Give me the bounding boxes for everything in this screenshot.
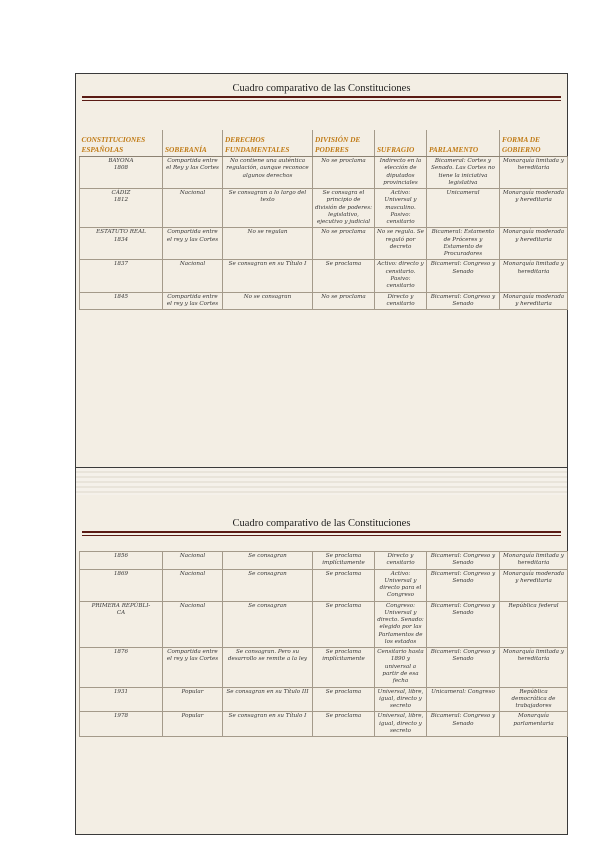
- cell-derechos: Se consagran: [223, 601, 313, 648]
- cell-constitucion: 1837: [80, 260, 163, 292]
- cell-soberania: Nacional: [163, 260, 223, 292]
- table-row: [80, 712, 568, 737]
- header-division-poderes: DIVISIÓN DE PODERES: [313, 130, 375, 157]
- cell-parlamento: Bicameral: Congreso y Senado: [427, 569, 500, 601]
- cell-sufragio: No se regula. Se reguló por decreto: [375, 228, 427, 260]
- document-page-1: [75, 73, 568, 468]
- page-gap: [75, 468, 568, 495]
- cell-forma-gobierno: Monarquía parlamentaria: [500, 712, 568, 737]
- cell-soberania: Compartida entre el Rey y las Cortes: [163, 157, 223, 189]
- cell-division-poderes: Se proclama: [313, 260, 375, 292]
- cell-derechos: Se consagran a lo largo del texto: [223, 189, 313, 228]
- cell-division-poderes: Se consagra el principio de división de poderes: legislativo, ejecutivo y judicial: [313, 189, 375, 228]
- cell-sufragio: Activo: Universal y directo para el Congreso: [375, 569, 427, 601]
- cell-parlamento: Bicameral: Congreso y Senado: [427, 601, 500, 648]
- cell-derechos: No se regulan: [223, 228, 313, 260]
- cell-parlamento: Bicameral: Congreso y Senado: [427, 292, 500, 310]
- table-row: [80, 569, 568, 601]
- table-row: [80, 648, 568, 687]
- header-sufragio: SUFRAGIO: [375, 130, 427, 157]
- table-row: [80, 260, 568, 292]
- cell-constitucion: 1978: [80, 712, 163, 737]
- page-title: Cuadro comparativo de las Constituciones: [232, 83, 411, 94]
- page-title: Cuadro comparativo de las Constituciones: [232, 518, 411, 529]
- cell-forma-gobierno: Monarquía moderada y hereditaria: [500, 189, 568, 228]
- cell-soberania: Nacional: [163, 552, 223, 570]
- header-parlamento: PARLAMENTO: [427, 130, 500, 157]
- cell-constitucion: 1869: [80, 569, 163, 601]
- cell-derechos: Se consagran: [223, 552, 313, 570]
- cell-sufragio: Activo: directo y censitario. Pasivo: censitario: [375, 260, 427, 292]
- cell-constitucion: BAYONA 1808: [80, 157, 163, 189]
- table-row: [80, 292, 568, 310]
- title-divider: [82, 96, 561, 101]
- cell-sufragio: Universal, libre, igual, directo y secreto: [375, 712, 427, 737]
- cell-forma-gobierno: República federal: [500, 601, 568, 648]
- cell-parlamento: Unicameral: Congreso: [427, 687, 500, 712]
- cell-soberania: Compartida entre el rey y las Cortes: [163, 292, 223, 310]
- cell-constitucion: PRIMERA REPÚBLI- CA: [80, 601, 163, 648]
- cell-parlamento: Bicameral: Congreso y Senado: [427, 260, 500, 292]
- cell-sufragio: Censitario hasta 1890 y universal a partir de esa fecha: [375, 648, 427, 687]
- cell-derechos: No contiene una auténtica regulación, aunque reconoce algunos derechos: [223, 157, 313, 189]
- header-constituciones: CONSTITUCIONES ESPAÑOLAS: [80, 130, 163, 157]
- cell-forma-gobierno: Monarquía moderada y hereditaria: [500, 228, 568, 260]
- cell-forma-gobierno: Monarquía limitada y hereditaria: [500, 648, 568, 687]
- cell-derechos: Se consagran. Pero su desarrollo se remite a la ley: [223, 648, 313, 687]
- cell-sufragio: Universal, libre, igual, directo y secreto: [375, 687, 427, 712]
- constitutions-table-part-1: [79, 130, 568, 310]
- cell-parlamento: Bicameral: Congreso y Senado: [427, 648, 500, 687]
- cell-sufragio: Directo y censitario: [375, 292, 427, 310]
- cell-sufragio: Congreso: Universal y directo. Senado: elegido por las Parlamentos de los estados: [375, 601, 427, 648]
- header-derechos: DERECHOS FUNDAMENTALES: [223, 130, 313, 157]
- cell-derechos: Se consagran: [223, 569, 313, 601]
- table-row: [80, 228, 568, 260]
- cell-sufragio: Indirecto en la elección de diputados provinciales: [375, 157, 427, 189]
- cell-forma-gobierno: Monarquía moderada y hereditaria: [500, 292, 568, 310]
- cell-derechos: Se consagran en su Título III: [223, 687, 313, 712]
- cell-sufragio: Directo y censitario: [375, 552, 427, 570]
- cell-derechos: No se consagran: [223, 292, 313, 310]
- cell-forma-gobierno: Monarquía limitada y hereditaria: [500, 552, 568, 570]
- cell-parlamento: Bicameral: Congreso y Senado: [427, 712, 500, 737]
- cell-soberania: Nacional: [163, 189, 223, 228]
- header-soberania: SOBERANÍA: [163, 130, 223, 157]
- cell-forma-gobierno: Monarquía moderada y hereditaria: [500, 569, 568, 601]
- cell-constitucion: 1856: [80, 552, 163, 570]
- cell-division-poderes: Se proclama implícitamente: [313, 552, 375, 570]
- table-row: [80, 552, 568, 570]
- cell-forma-gobierno: Monarquía limitada y hereditaria: [500, 157, 568, 189]
- table-row: [80, 189, 568, 228]
- cell-parlamento: Bicameral: Cortes y Senado. Las Cortes no tiene la iniciativa legislativa: [427, 157, 500, 189]
- cell-constitucion: ESTATUTO REAL 1834: [80, 228, 163, 260]
- cell-constitucion: 1876: [80, 648, 163, 687]
- cell-division-poderes: Se proclama: [313, 569, 375, 601]
- cell-division-poderes: Se proclama: [313, 687, 375, 712]
- cell-division-poderes: No se proclama: [313, 228, 375, 260]
- cell-derechos: Se consagran en su Título I: [223, 712, 313, 737]
- cell-soberania: Popular: [163, 687, 223, 712]
- cell-soberania: Compartida entre el rey y las Cortes: [163, 648, 223, 687]
- document-page-2: [75, 495, 568, 835]
- table-row: [80, 157, 568, 189]
- cell-soberania: Nacional: [163, 601, 223, 648]
- header-forma-gobierno: FORMA DE GOBIERNO: [500, 130, 568, 157]
- table-row: [80, 601, 568, 648]
- cell-parlamento: Unicameral: [427, 189, 500, 228]
- title-divider: [82, 531, 561, 536]
- constitutions-table-part-2: [79, 551, 568, 737]
- cell-sufragio: Activo: Universal y masculino. Pasivo: censitario: [375, 189, 427, 228]
- cell-forma-gobierno: Monarquía limitada y hereditaria: [500, 260, 568, 292]
- cell-constitucion: 1931: [80, 687, 163, 712]
- cell-forma-gobierno: República democrática de trabajadores: [500, 687, 568, 712]
- cell-parlamento: Bicameral: Congreso y Senado: [427, 552, 500, 570]
- cell-division-poderes: Se proclama: [313, 712, 375, 737]
- cell-division-poderes: Se proclama implícitamente: [313, 648, 375, 687]
- cell-soberania: Popular: [163, 712, 223, 737]
- cell-division-poderes: No se proclama: [313, 157, 375, 189]
- cell-soberania: Compartida entre el rey y las Cortes: [163, 228, 223, 260]
- cell-constitucion: CÁDIZ 1812: [80, 189, 163, 228]
- cell-soberania: Nacional: [163, 569, 223, 601]
- table-header-row: [80, 130, 568, 157]
- cell-parlamento: Bicameral: Estamento de Próceres y Estamento de Procuradores: [427, 228, 500, 260]
- cell-division-poderes: Se proclama: [313, 601, 375, 648]
- cell-derechos: Se consagran en su Título I: [223, 260, 313, 292]
- table-row: [80, 687, 568, 712]
- cell-division-poderes: No se proclama: [313, 292, 375, 310]
- cell-constitucion: 1845: [80, 292, 163, 310]
